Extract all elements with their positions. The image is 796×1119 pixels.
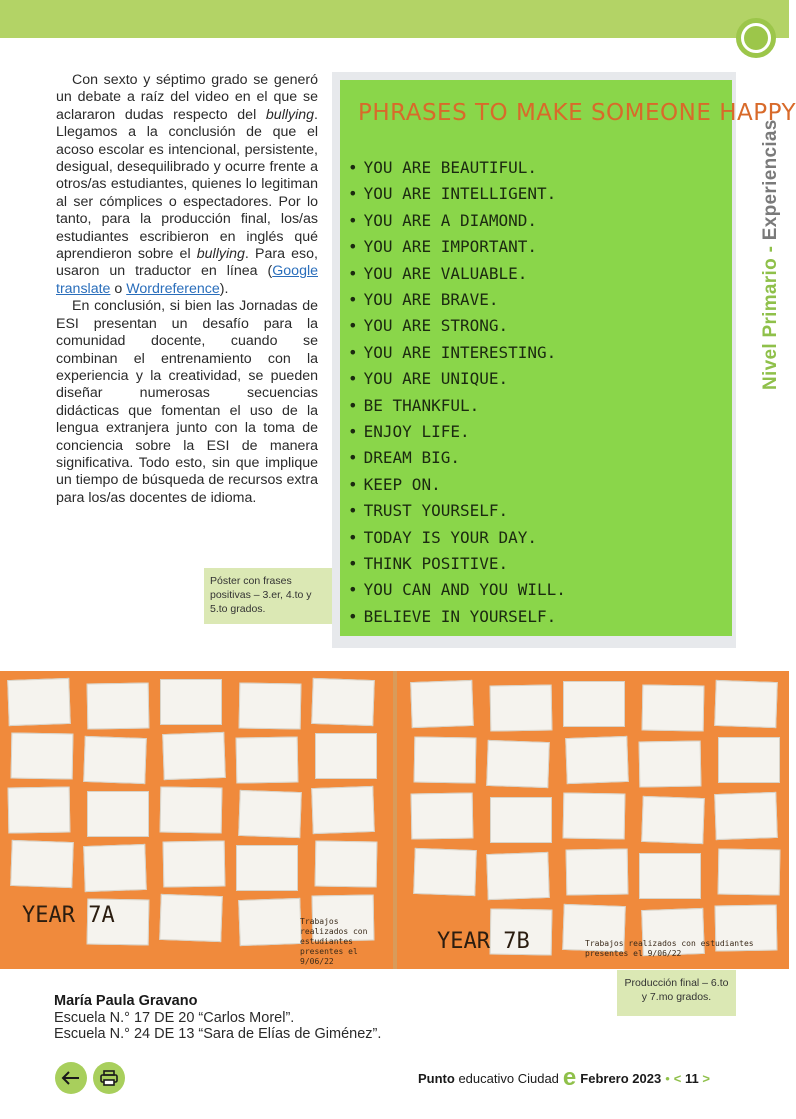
printer-icon xyxy=(100,1070,118,1086)
student-card xyxy=(87,791,149,837)
poster-phrase: • TODAY IS YOUR DAY. xyxy=(348,528,537,547)
student-card xyxy=(159,894,223,942)
print-button[interactable] xyxy=(93,1062,125,1094)
section-name: Experiencias xyxy=(760,119,781,241)
poster-phrase: • TRUST YOURSELF. xyxy=(348,501,508,520)
student-card xyxy=(714,792,778,840)
student-card xyxy=(563,681,625,727)
level-label: Nivel Primario xyxy=(760,258,781,390)
student-card xyxy=(8,786,71,833)
next-page-button[interactable]: > xyxy=(702,1070,710,1086)
poster-phrase: • BELIEVE IN YOURSELF. xyxy=(348,607,556,626)
poster-phrase: • YOU ARE UNIQUE. xyxy=(348,369,508,388)
student-card xyxy=(641,796,705,844)
prev-page-button[interactable]: < xyxy=(673,1070,682,1086)
student-card xyxy=(311,786,375,834)
back-button[interactable] xyxy=(55,1062,87,1094)
poster-phrase: • DREAM BIG. xyxy=(348,448,460,467)
student-card xyxy=(163,840,226,887)
google-translate-link[interactable]: Google translate xyxy=(56,263,318,297)
poster-phrase: • YOU CAN AND YOU WILL. xyxy=(348,580,566,599)
board-year-7b xyxy=(397,671,789,969)
photo-caption: Producción final – 6.to y 7.mo grados. xyxy=(617,970,736,1016)
footer xyxy=(418,1064,710,1091)
student-card xyxy=(162,732,226,780)
poster-phrase: • YOU ARE BEAUTIFUL. xyxy=(348,158,537,177)
author-block xyxy=(54,993,381,1043)
poster-phrase: • BE THANKFUL. xyxy=(348,396,479,415)
student-card xyxy=(414,736,477,783)
paragraph-1 xyxy=(56,72,318,298)
student-card xyxy=(238,898,302,946)
poster-phrase: • ENJOY LIFE. xyxy=(348,422,470,441)
student-card xyxy=(714,680,778,728)
student-card xyxy=(315,733,377,779)
brand-bold: Punto xyxy=(418,1070,455,1086)
author-school-2: Escuela N.° 24 DE 13 “Sara de Elías de Giménez”. xyxy=(54,1026,382,1042)
student-card xyxy=(718,848,781,895)
student-card xyxy=(566,848,629,895)
student-card xyxy=(486,852,550,900)
student-card xyxy=(11,732,74,779)
left-board-note: Trabajos realizados con estudiantes presentes el 9/06/22 xyxy=(300,917,368,966)
student-card xyxy=(83,844,147,892)
article-body xyxy=(56,72,318,507)
label-separator: - xyxy=(760,245,781,253)
student-card xyxy=(236,845,298,891)
student-card xyxy=(7,678,71,726)
student-card xyxy=(486,740,550,788)
poster-phrase: • YOU ARE A DIAMOND. xyxy=(348,211,537,230)
student-card xyxy=(639,853,701,899)
poster-phrase: • YOU ARE STRONG. xyxy=(348,316,508,335)
p1-text-b: . Llegamos a la conclusión de que el acoso escolar es intencional, persistente, desigual, desequilibrado y ocurre frente a otros/as estudiantes, quienes lo legitiman al ser cómplices o espectadores. Por lo tanto, para la producción final, los/as estudiantes escribieron en inglés qué aprendieron sobre el xyxy=(56,106,318,263)
p1-bullying-1: bullying xyxy=(265,106,315,123)
student-card xyxy=(311,678,375,726)
student-card xyxy=(10,840,74,888)
brand-logo: e xyxy=(562,1064,577,1091)
poster-phrase: • YOU ARE INTELLIGENT. xyxy=(348,184,556,203)
student-card xyxy=(490,684,553,731)
student-card xyxy=(490,797,552,843)
student-card xyxy=(718,737,780,783)
student-card xyxy=(239,682,302,729)
paragraph-2: En conclusión, si bien las Jornadas de ESI presentan un desafío para la comunidad docente, cuando se combinan el entrenamiento con la experiencia y la creatividad, se pueden diseñar numerosas secuencias didácticas que fomentan el uso de la lengua extranjera junto con la toma de conciencia sobre la ESI de manera significativa. Todo esto, sin que implique un tiempo de búsqueda de recursos extra para los/as docentes de idioma. xyxy=(56,298,318,506)
student-card xyxy=(642,684,705,731)
poster-phrase: • YOU ARE VALUABLE. xyxy=(348,264,527,283)
corner-dot xyxy=(744,26,768,50)
issue-date: Febrero 2023 xyxy=(580,1070,662,1086)
poster-phrase: • THINK POSITIVE. xyxy=(348,554,508,573)
p1-text-a: Con sexto y séptimo grado se generó un debate a raíz del video en el que se aclararon dudas respecto del xyxy=(56,72,318,123)
section-label-text xyxy=(760,119,782,390)
author-school-1: Escuela N.° 17 DE 20 “Carlos Morel”. xyxy=(54,1009,295,1026)
student-card xyxy=(236,736,299,783)
student-card xyxy=(639,740,702,787)
student-card xyxy=(410,680,474,728)
year-7a-label: YEAR 7A xyxy=(22,903,115,928)
student-card xyxy=(160,679,222,725)
poster-phrase: • YOU ARE BRAVE. xyxy=(348,290,499,309)
poster-phrase: • YOU ARE INTERESTING. xyxy=(348,343,556,362)
wordreference-link[interactable]: Wordreference xyxy=(126,280,220,297)
poster-phrase: • KEEP ON. xyxy=(348,475,441,494)
student-card xyxy=(238,790,302,838)
student-work-photo xyxy=(0,671,789,969)
student-card xyxy=(565,736,629,784)
student-card xyxy=(160,786,223,833)
right-board-note: Trabajos realizados con estudiantes presentes el 9/06/22 xyxy=(585,939,754,958)
student-card xyxy=(315,840,378,887)
p1-bullying-2: bullying xyxy=(196,246,245,263)
student-card xyxy=(87,682,150,729)
p1-text-c: . Para eso, usaron un traductor en línea ( xyxy=(56,246,318,280)
student-card xyxy=(83,736,147,784)
poster-title: PHRASES TO MAKE SOMEONE HAPPY xyxy=(358,100,796,126)
board-year-7a xyxy=(0,671,393,969)
p1-text-end: ). xyxy=(219,280,229,297)
top-bar xyxy=(0,0,789,38)
author-name: María Paula Gravano xyxy=(54,993,198,1009)
student-card xyxy=(413,848,477,896)
link-separator: o xyxy=(110,280,127,297)
footer-bullet: • xyxy=(665,1070,670,1086)
student-card xyxy=(563,792,626,839)
poster-phrase: • YOU ARE IMPORTANT. xyxy=(348,237,537,256)
year-7b-label: YEAR 7B xyxy=(437,929,530,954)
arrow-left-icon xyxy=(62,1071,80,1085)
student-card xyxy=(411,792,474,839)
brand-rest: educativo Ciudad xyxy=(458,1070,559,1086)
page-number: 11 xyxy=(685,1070,699,1086)
poster-caption: Póster con frases positivas – 3.er, 4.to y 5.to grados. xyxy=(204,568,332,624)
